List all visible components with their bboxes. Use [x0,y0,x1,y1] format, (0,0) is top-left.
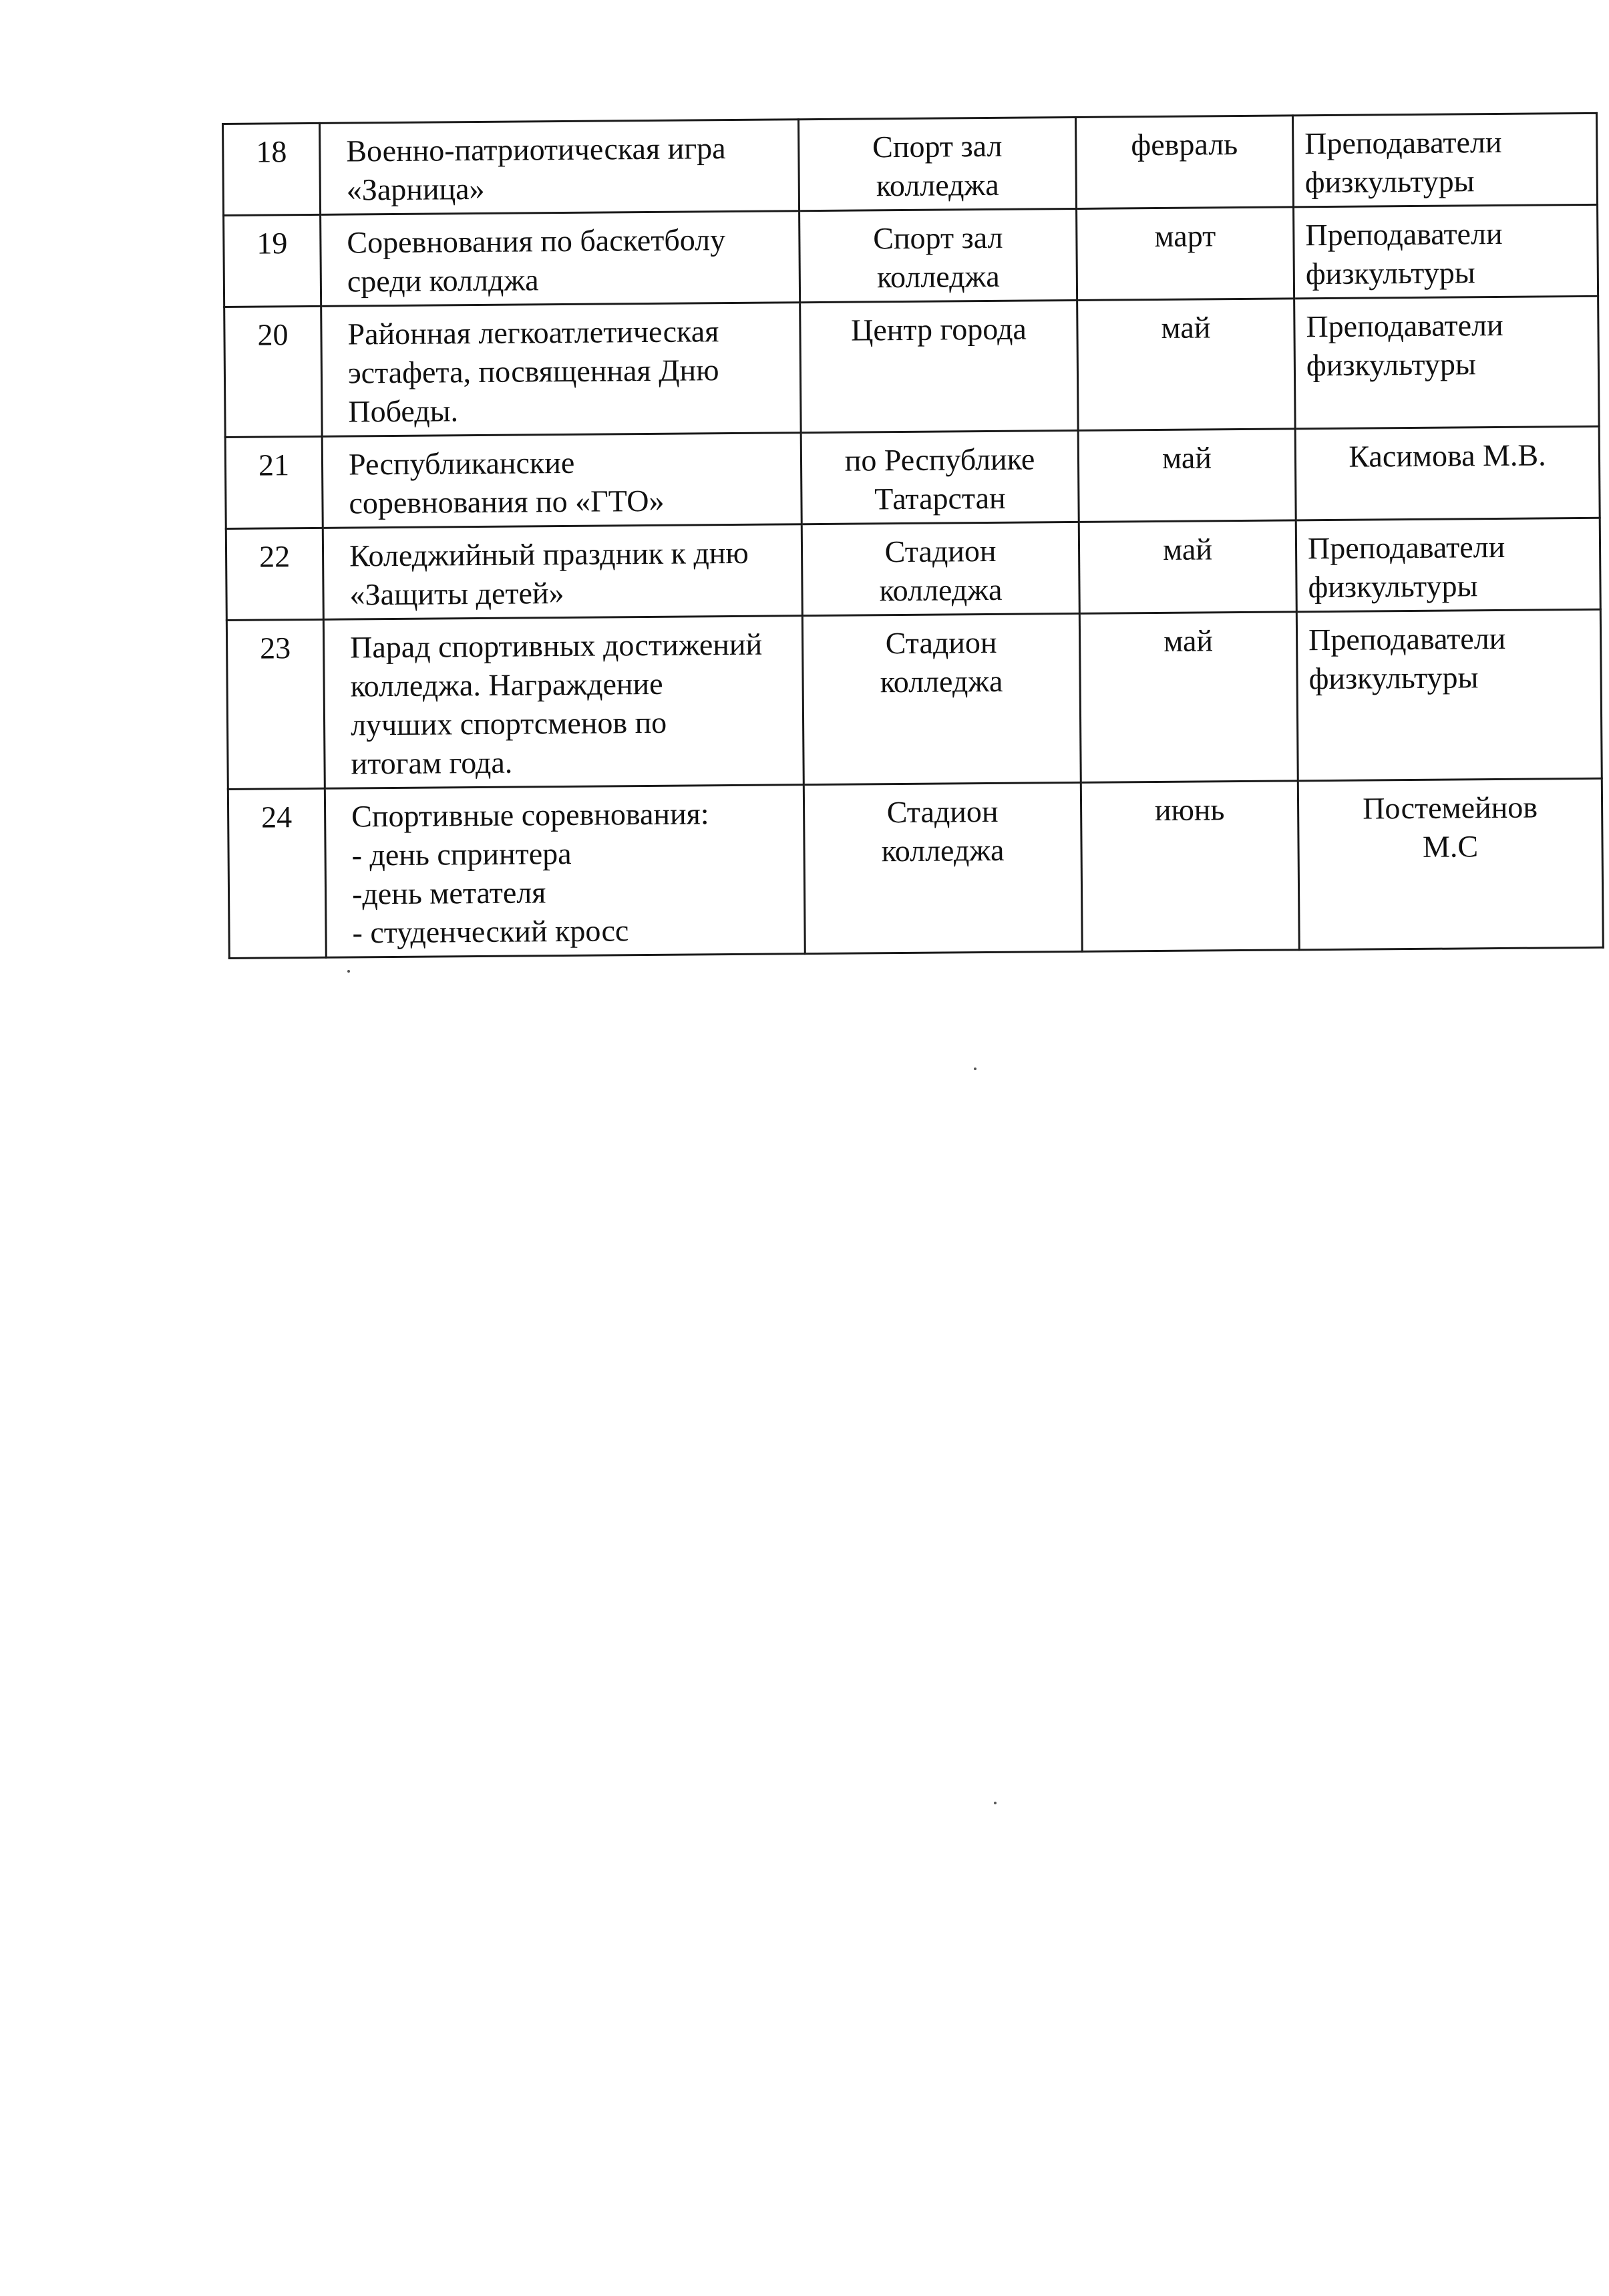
table-row [226,518,1600,620]
event-place: Центр города [800,300,1079,432]
row-number: 21 [225,436,323,528]
row-number: 18 [223,123,321,215]
event-place: по Республике Татарстан [801,430,1079,524]
event-date: май [1077,299,1296,431]
event-place: Стадион колледжа [801,522,1079,615]
event-responsible: Постемейнов М.С [1298,778,1603,950]
table-row [224,204,1598,307]
event-name: Соревнования по баскетболу среди коллджа [321,211,800,307]
row-number: 19 [224,214,321,307]
table-row [225,426,1600,528]
table-row [224,296,1599,437]
event-name: Спортивные соревнования: - день спринтера -день метателя - студенческий кросс [325,785,805,958]
event-responsible: Преподаватели физкультуры [1294,204,1598,299]
table-row [228,778,1603,958]
events-table [222,112,1604,959]
event-date: март [1077,207,1294,301]
event-place: Спорт зал колледжа [799,208,1077,302]
scan-speck [347,970,350,973]
event-name: Парад спортивных достижений колледжа. Награждение лучших спортсменов по итогам года. [323,616,803,789]
scan-speck [994,1802,997,1804]
event-date: май [1079,520,1296,614]
event-responsible: Преподаватели физкультуры [1296,518,1600,612]
event-responsible: Касимова М.В. [1295,426,1600,520]
table-row [223,113,1598,215]
event-responsible: Преподаватели физкультуры [1292,113,1597,207]
event-responsible: Преподаватели физкультуры [1294,296,1600,429]
event-date: май [1079,612,1298,783]
event-place: Стадион колледжа [802,613,1081,784]
row-number: 23 [226,619,325,789]
event-name: Районная легкоатлетическая эстафета, посвященная Дню Победы. [321,303,801,437]
event-name: Республиканские соревнования по «ГТО» [322,433,801,528]
event-date: июнь [1081,781,1299,952]
table-row [226,609,1602,789]
event-date: февраль [1075,116,1293,209]
event-name: Военно-патриотическая игра «Зарница» [320,120,799,215]
event-name: Коледжийный праздник к дню «Защиты детей» [323,524,802,620]
event-place: Стадион колледжа [803,782,1082,953]
event-date: май [1078,429,1296,522]
event-responsible: Преподаватели физкультуры [1296,609,1602,781]
row-number: 22 [226,528,323,620]
scan-speck [974,1068,976,1070]
row-number: 24 [228,788,326,958]
event-place: Спорт зал колледжа [798,117,1076,210]
row-number: 20 [224,306,323,437]
